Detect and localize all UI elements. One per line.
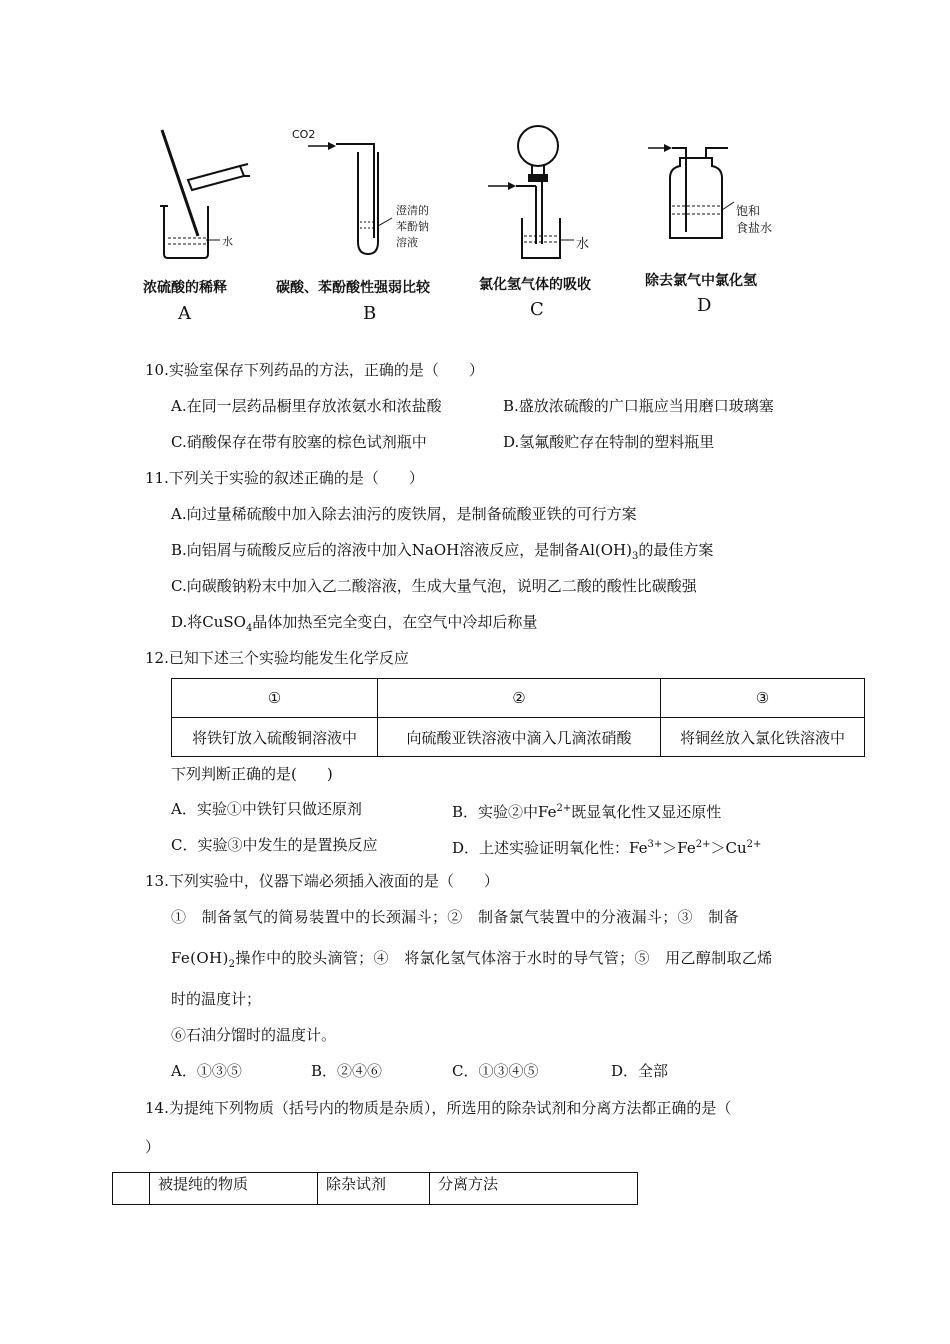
q13-line-4: ⑥石油分馏时的温度计。 — [171, 1026, 337, 1044]
q12-stem: 12.已知下述三个实验均能发生化学反应 — [145, 649, 409, 667]
figure-a-letter: A — [178, 303, 191, 324]
table-header-reagent: 除杂试剂 — [318, 1173, 430, 1205]
q14-table — [112, 1172, 638, 1205]
table-header-3: ③ — [661, 679, 865, 718]
co2-label: CO2 — [292, 128, 316, 141]
q13-option-a: A．①③⑤ — [171, 1062, 242, 1080]
q10-option-a: A.在同一层药品橱里存放浓氨水和浓盐酸 — [171, 397, 442, 415]
table-row — [172, 679, 865, 718]
figure-c-letter: C — [530, 299, 544, 320]
q14-stem-end: ） — [145, 1138, 161, 1156]
q14-stem: 14.为提纯下列物质（括号内的物质是杂质），所选用的除杂试剂和分离方法都正确的是（ — [145, 1099, 732, 1117]
q13-line-2: $Fe(OH)_2$操作中的胶头滴管；④ 将氯化氢气体溶于水时的导气管；⑤ 用乙醇制取乙烯 — [171, 949, 773, 970]
q13-line-3: 时的温度计； — [171, 990, 262, 1008]
figure-b — [288, 118, 448, 272]
water-label: 水 — [222, 235, 233, 248]
table-header-2: ② — [378, 679, 661, 718]
solution-label-2: 苯酚钠 — [396, 220, 429, 233]
q11-option-a: A.向过量稀硫酸中加入除去油污的废铁屑，是制备硫酸亚铁的可行方案 — [171, 505, 637, 523]
table-cell: 将铁钉放入硫酸铜溶液中 — [172, 718, 378, 757]
table-cell: 将铜丝放入氯化铁溶液中 — [661, 718, 865, 757]
table-header-1: ① — [172, 679, 378, 718]
table-row — [113, 1173, 638, 1205]
q13-option-b: B．②④⑥ — [311, 1062, 383, 1080]
table-header-substance: 被提纯的物质 — [150, 1173, 318, 1205]
q12-option-d: D．上述实验证明氧化性：$Fe^{3+}>Fe^{2+}>Cu^{2+}$ — [452, 839, 762, 857]
figure-d-letter: D — [697, 295, 712, 316]
q13-line-1: ① 制备氢气的简易装置中的长颈漏斗；② 制备氯气装置中的分液漏斗；③ 制备 — [171, 908, 739, 926]
q13-option-c: C．①③④⑤ — [452, 1062, 539, 1080]
water-label-c: 水 — [576, 237, 590, 252]
figure-d — [644, 118, 794, 252]
q11-option-d: D.将CuSO$_4$晶体加热至完全变白，在空气中冷却后称量 — [171, 613, 538, 634]
q13-stem: 13.下列实验中，仪器下端必须插入液面的是（ ） — [145, 872, 499, 890]
q10-option-b: B.盛放浓硫酸的广口瓶应当用磨口玻璃塞 — [503, 397, 774, 415]
brine-label-2: 食盐水 — [736, 221, 773, 235]
figure-b-caption: 碳酸、苯酚酸性强弱比较 — [276, 280, 430, 296]
q11-option-c: C.向碳酸钠粉末中加入乙二酸溶液，生成大量气泡，说明乙二酸的酸性比碳酸强 — [171, 577, 697, 595]
table-header-method: 分离方法 — [430, 1173, 638, 1205]
funnel-absorption-diagram — [480, 118, 620, 268]
beaker-dilution-diagram — [140, 118, 270, 268]
table-header-blank — [113, 1173, 150, 1205]
solution-label-3: 溶液 — [396, 236, 418, 249]
figure-c — [480, 118, 620, 272]
figure-b-letter: B — [363, 303, 377, 324]
q10-option-c: C.硝酸保存在带有胶塞的棕色试剂瓶中 — [171, 433, 427, 451]
q13-option-d: D．全部 — [611, 1062, 669, 1080]
figure-a-caption: 浓硫酸的稀释 — [143, 280, 227, 296]
q12-experiment-table — [171, 678, 865, 757]
brine-label-1: 饱和 — [736, 204, 761, 218]
q12-option-a: A．实验①中铁钉只做还原剂 — [171, 800, 362, 818]
q12-option-b: B．实验②中$Fe^{2+}$既显氧化性又显还原性 — [452, 803, 722, 821]
q10-option-d: D.氢氟酸贮存在特制的塑料瓶里 — [503, 433, 715, 451]
solution-label-1: 澄清的 — [396, 204, 429, 217]
table-row — [172, 718, 865, 757]
table-cell: 向硫酸亚铁溶液中滴入几滴浓硝酸 — [378, 718, 661, 757]
q12-prompt: 下列判断正确的是( ) — [171, 765, 333, 783]
q12-option-c: C．实验③中发生的是置换反应 — [171, 836, 378, 854]
q11-option-b: B.向铝屑与硫酸反应后的溶液中加入NaOH溶液反应，是制备$Al(OH)_3$的最佳方案 — [171, 541, 714, 562]
q11-stem: 11.下列关于实验的叙述正确的是（ ） — [145, 469, 424, 487]
figure-d-caption: 除去氯气中氯化氢 — [645, 273, 757, 289]
figure-a — [140, 118, 270, 272]
figure-c-caption: 氯化氢气体的吸收 — [479, 277, 591, 293]
q10-stem: 10.实验室保存下列药品的方法，正确的是（ ） — [145, 361, 484, 379]
